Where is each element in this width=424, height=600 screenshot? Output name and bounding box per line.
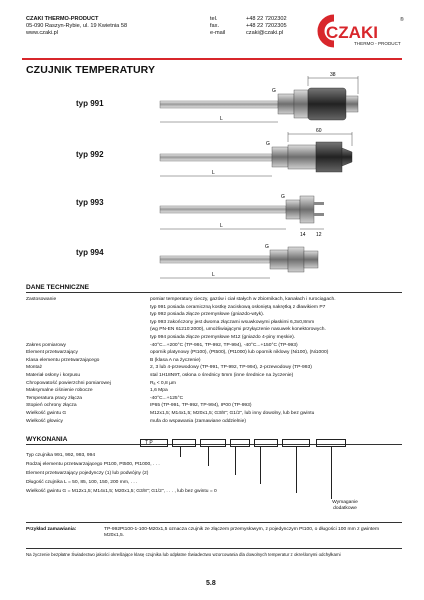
- order-heading: WYKONANIA: [26, 436, 68, 443]
- tech-row-value: (wg PN-EN 61210:2000), umożliwiającymi przyłączenie nasuwek konektorowych.: [150, 327, 326, 333]
- tech-row-value: opornik platynowy (Pt100), (Pt500), (Pt1000) lub opornik niklowy (Ni100), (Ni1000): [150, 350, 329, 356]
- example-text: TP-992Pt100-1-100-M20x1,5 oznacza czujnik ze złączem przemysłowym, z pojedynczym Pt100, o długości 100 mm z gwintem M20x1,5.: [104, 527, 380, 539]
- type-label-994: typ 994: [76, 248, 104, 257]
- dim-G-994: G: [265, 244, 269, 250]
- dim-G-991: G: [272, 88, 276, 94]
- dim-L-991: L: [220, 116, 223, 122]
- tel-label: tel.: [210, 16, 218, 22]
- tech-row-key: Klasa elementu przetwarzającego: [26, 357, 100, 363]
- tech-row-value: IP65 (TP-991, TP-992, TP-994), IP00 (TP-993): [150, 403, 252, 409]
- code-box-element: [200, 439, 226, 447]
- tech-row-key: Temperatura pracy złącza: [26, 395, 82, 401]
- order-line-thread: Wielkość gwintu G = M12x1,5; M14x1,5; M20x1,5; G3/8"; G1/2", . . . , lub bez gwintu = 0: [26, 489, 217, 494]
- sensor-994-drawing: [160, 244, 318, 278]
- leader-element: [208, 447, 209, 466]
- tech-row-value: M12x1,5; M14x1,5; M20x1,5; G3/8"; G1/2", lub inny dowolny, lub bez gwintu: [150, 411, 315, 416]
- dim-L-994: L: [212, 272, 215, 278]
- tech-row-key: Element przetwarzający: [26, 350, 78, 356]
- sensor-drawings: [150, 68, 400, 288]
- sensor-993-drawing: [160, 194, 324, 238]
- dim-G-993: G: [281, 194, 285, 200]
- sensor-992-drawing: [160, 128, 352, 176]
- order-line-element: Rodzaj elementu przetwarzającego Pt100, Pt500, Pt1000, . . .: [26, 462, 160, 467]
- leader-type: [180, 447, 181, 457]
- dim-60: 60: [316, 128, 322, 134]
- logo-text: CZAKI: [326, 23, 378, 42]
- page-number: 5.8: [206, 580, 216, 587]
- tech-row-value: -40°C...+125°C: [150, 395, 184, 401]
- tech-row-value: mufa do wspawania (zamawiane oddzielnie): [150, 418, 246, 424]
- order-lines: [26, 453, 217, 498]
- leader-extra: [331, 447, 332, 499]
- email-value[interactable]: czaki@czaki.pl: [246, 30, 284, 36]
- tech-row-value: Rₐ < 0,8 µm: [150, 380, 176, 386]
- tech-heading: DANE TECHNICZNE: [26, 284, 90, 291]
- code-box-prefix: [140, 439, 168, 447]
- order-code-boxes: [140, 439, 400, 449]
- logo-sub: THERMO - PRODUCT: [354, 41, 401, 46]
- order-line-count: Element przetwarzający pojedynczy (1) lub podwójny (2): [26, 471, 149, 476]
- contact-block: [210, 16, 287, 37]
- sensor-991-drawing: [160, 72, 358, 122]
- company-name: CZAKI THERMO-PRODUCT: [26, 16, 99, 22]
- tech-row-key: Zakres pomiarowy: [26, 342, 66, 348]
- company-address: 05-090 Raszyn-Rybie, ul. 19 Kwietnia 58: [26, 23, 128, 29]
- tech-row-value: typ 991 posiada ceramiczną kostkę zaciskową osłoniętą nakrętką z dławikiem P7: [150, 304, 326, 310]
- logo-reg: ®: [400, 17, 404, 23]
- tech-row-value: pomiar temperatury cieczy, gazów i ciał stałych w zbiornikach, kanałach i rurociągach.: [150, 297, 336, 302]
- code-prefix: T P: [145, 440, 153, 446]
- dim-14: 14: [300, 232, 306, 238]
- footer-divider: [26, 548, 402, 549]
- tech-row-key: Wielkość głowicy: [26, 418, 63, 424]
- logo-icon: [314, 12, 406, 50]
- footer-note: Na życzenie bezpłatne Świadectwo jakości określające klasę czujnika lub odpłatne Świadectwo wzorcowania dla dowolnych temperatur z określonymi odchyłkami: [26, 552, 341, 557]
- order-line-length: Długość czujnika L = 50, 85, 100, 150, 200 mm, . . .: [26, 480, 138, 485]
- tech-row-key: Wielkość gwintu G: [26, 411, 67, 416]
- dim-L-992: L: [212, 170, 215, 176]
- tech-row-value: B (klasa A na życzenie): [150, 357, 201, 363]
- czaki-logo: [314, 12, 406, 50]
- type-label-991: typ 991: [76, 99, 104, 108]
- code-box-thread: [282, 439, 310, 447]
- code-box-count: [230, 439, 250, 447]
- tech-row-key: Stopień ochrony złącza: [26, 403, 77, 409]
- type-label-992: typ 992: [76, 150, 104, 159]
- tech-row-key: Materiał osłony i korpusu: [26, 373, 81, 378]
- type-label-993: typ 993: [76, 198, 104, 207]
- fax-label: fax.: [210, 23, 220, 29]
- email-label: e-mail: [210, 30, 226, 36]
- company-web[interactable]: www.czaki.pl: [26, 30, 59, 36]
- tech-row-key: Maksymalne ciśnienie robocze: [26, 388, 93, 394]
- tech-row-key: Zastosowanie: [26, 297, 57, 302]
- code-box-extra: [316, 439, 346, 447]
- tech-row-value: 2, 3 lub 4-przewodowy (TP-991, TP-992, TP-994), 2-przewodowy (TP-993): [150, 365, 312, 371]
- tech-row-value: -40°C...+200°C (TP-991, TP-992, TP-994), -40°C...+150°C (TP-993): [150, 342, 298, 348]
- tech-row-value: typ 994 posiada złącze przemysłowe M12 (gniazdo 4-piny męskie).: [150, 335, 296, 340]
- dim-12: 12: [316, 232, 322, 238]
- tech-row-key: Chropowatość powierzchni pomiarowej: [26, 380, 111, 386]
- order-line-type: Typ czujnika 991, 992, 993, 994: [26, 453, 96, 458]
- code-box-length: [254, 439, 278, 447]
- example-divider: [26, 522, 402, 523]
- tech-row-value: typ 993 zakończony jest dwoma złączami wsuwkowymi płaskimi 6,3x0,8mm: [150, 319, 315, 325]
- order-extra-label: Wymaganie dodatkowe: [332, 500, 358, 512]
- tech-row-value: 1,6 Mpa: [150, 388, 168, 394]
- tel-value: +48 22 7202302: [246, 16, 287, 22]
- dim-G-992: G: [266, 141, 270, 147]
- leader-count: [235, 447, 236, 475]
- tech-divider: [26, 292, 402, 293]
- tech-row-value: typ 992 posiada złącze przemysłowe (gniazdo-wtyk).: [150, 312, 265, 318]
- code-box-type: [172, 439, 196, 447]
- leader-length: [260, 447, 261, 484]
- fax-value: +48 22 7202305: [246, 23, 287, 29]
- page-title: CZUJNIK TEMPERATURY: [26, 64, 156, 76]
- header-divider: [22, 58, 402, 60]
- example-label: Przykład zamawiania:: [26, 527, 77, 532]
- leader-thread: [296, 447, 297, 493]
- tech-row-key: Montaż: [26, 365, 43, 371]
- dim-L-993: L: [220, 223, 223, 229]
- tech-row-value: stal 1H18N9T, osłona o średnicy 5mm (inne średnice na życzenie): [150, 373, 294, 378]
- company-block: [26, 16, 127, 37]
- dim-38: 38: [330, 72, 336, 78]
